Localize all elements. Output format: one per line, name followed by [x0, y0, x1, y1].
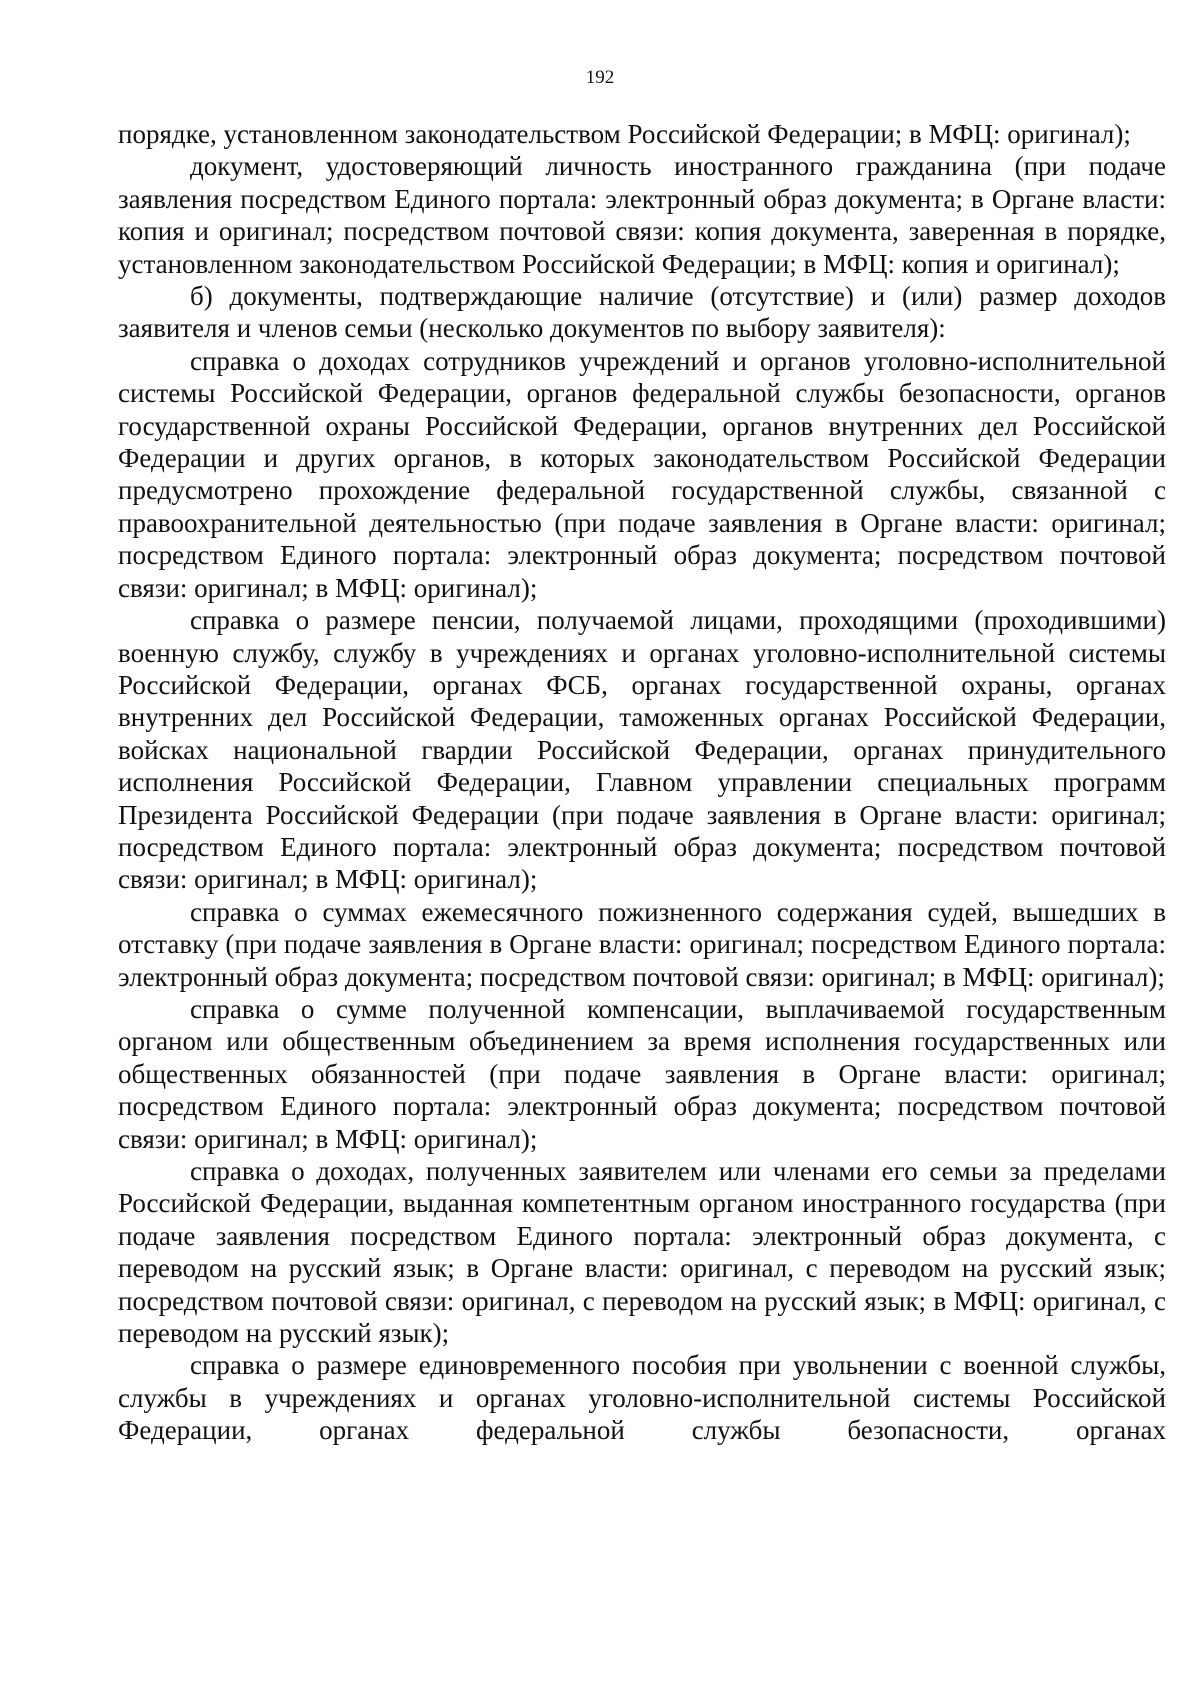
paragraph: справка о размере единовременного пособия при увольнении с военной службы, службы в учреждениях и органах уголовно-исполнительной системы Российской Федерации, органах федеральной службы безопасности, органах: [118, 1350, 1166, 1446]
paragraph: порядке, установленном законодательством Российской Федерации; в МФЦ: оригинал);: [118, 119, 1131, 149]
document-body: [118, 118, 1166, 1447]
page-number: 192: [585, 67, 615, 88]
paragraph: справка о доходах, полученных заявителем или членами его семьи за пределами Российской Федерации, выданная компетентным органом иностранного государства (при подаче заявления посредством Единого портала: электронный образ документа, с переводом на русский язык; в Органе власти: оригинал, с переводом на русский язык; посредством почтовой связи: оригинал, с переводом на русский язык; в МФЦ: оригинал, с переводом на русский язык);: [118, 1156, 1166, 1349]
paragraph: справка о размере пенсии, получаемой лицами, проходящими (проходившими) военную службу, службу в учреждениях и органах уголовно-исполнительной системы Российской Федерации, органах ФСБ, органах государственной охраны, органах внутренних дел Российской Федерации, таможенных органах Российской Федерации, войсках национальной гвардии Российской Федерации, органах принудительного исполнения Российской Федерации, Главном управлении специальных программ Президента Российской Федерации (при подаче заявления в Органе власти: оригинал; посредством Единого портала: электронный образ документа; посредством почтовой связи: оригинал; в МФЦ: оригинал);: [118, 605, 1166, 895]
paragraph: б) документы, подтверждающие наличие (отсутствие) и (или) размер доходов заявителя и членов семьи (несколько документов по выбору заявителя):: [118, 281, 1166, 344]
paragraph: документ, удостоверяющий личность иностранного гражданина (при подаче заявления посредством Единого портала: электронный образ документа; в Органе власти: копия и оригинал; посредством почтовой связи: копия документа, заверенная в порядке, установленном законодательством Российской Федерации; в МФЦ: копия и оригинал);: [118, 151, 1166, 279]
paragraph: справка о сумме полученной компенсации, выплачиваемой государственным органом или общественным объединением за время исполнения государственных или общественных обязанностей (при подаче заявления в Органе власти: оригинал; посредством Единого портала: электронный образ документа; посредством почтовой связи: оригинал; в МФЦ: оригинал);: [118, 993, 1166, 1154]
paragraph: справка о доходах сотрудников учреждений и органов уголовно-исполнительной системы Российской Федерации, органов федеральной службы безопасности, органов государственной охраны Российской Федерации, органов внутренних дел Российской Федерации и других органов, в которых законодательством Российской Федерации предусмотрено прохождение федеральной государственной службы, связанной с правоохранительной деятельностью (при подаче заявления в Органе власти: оригинал; посредством Единого портала: электронный образ документа; посредством почтовой связи: оригинал; в МФЦ: оригинал);: [118, 345, 1166, 603]
paragraph: справка о суммах ежемесячного пожизненного содержания судей, вышедших в отставку (при подаче заявления в Органе власти: оригинал; посредством Единого портала: электронный образ документа; посредством почтовой связи: оригинал; в МФЦ: оригинал);: [118, 896, 1166, 992]
